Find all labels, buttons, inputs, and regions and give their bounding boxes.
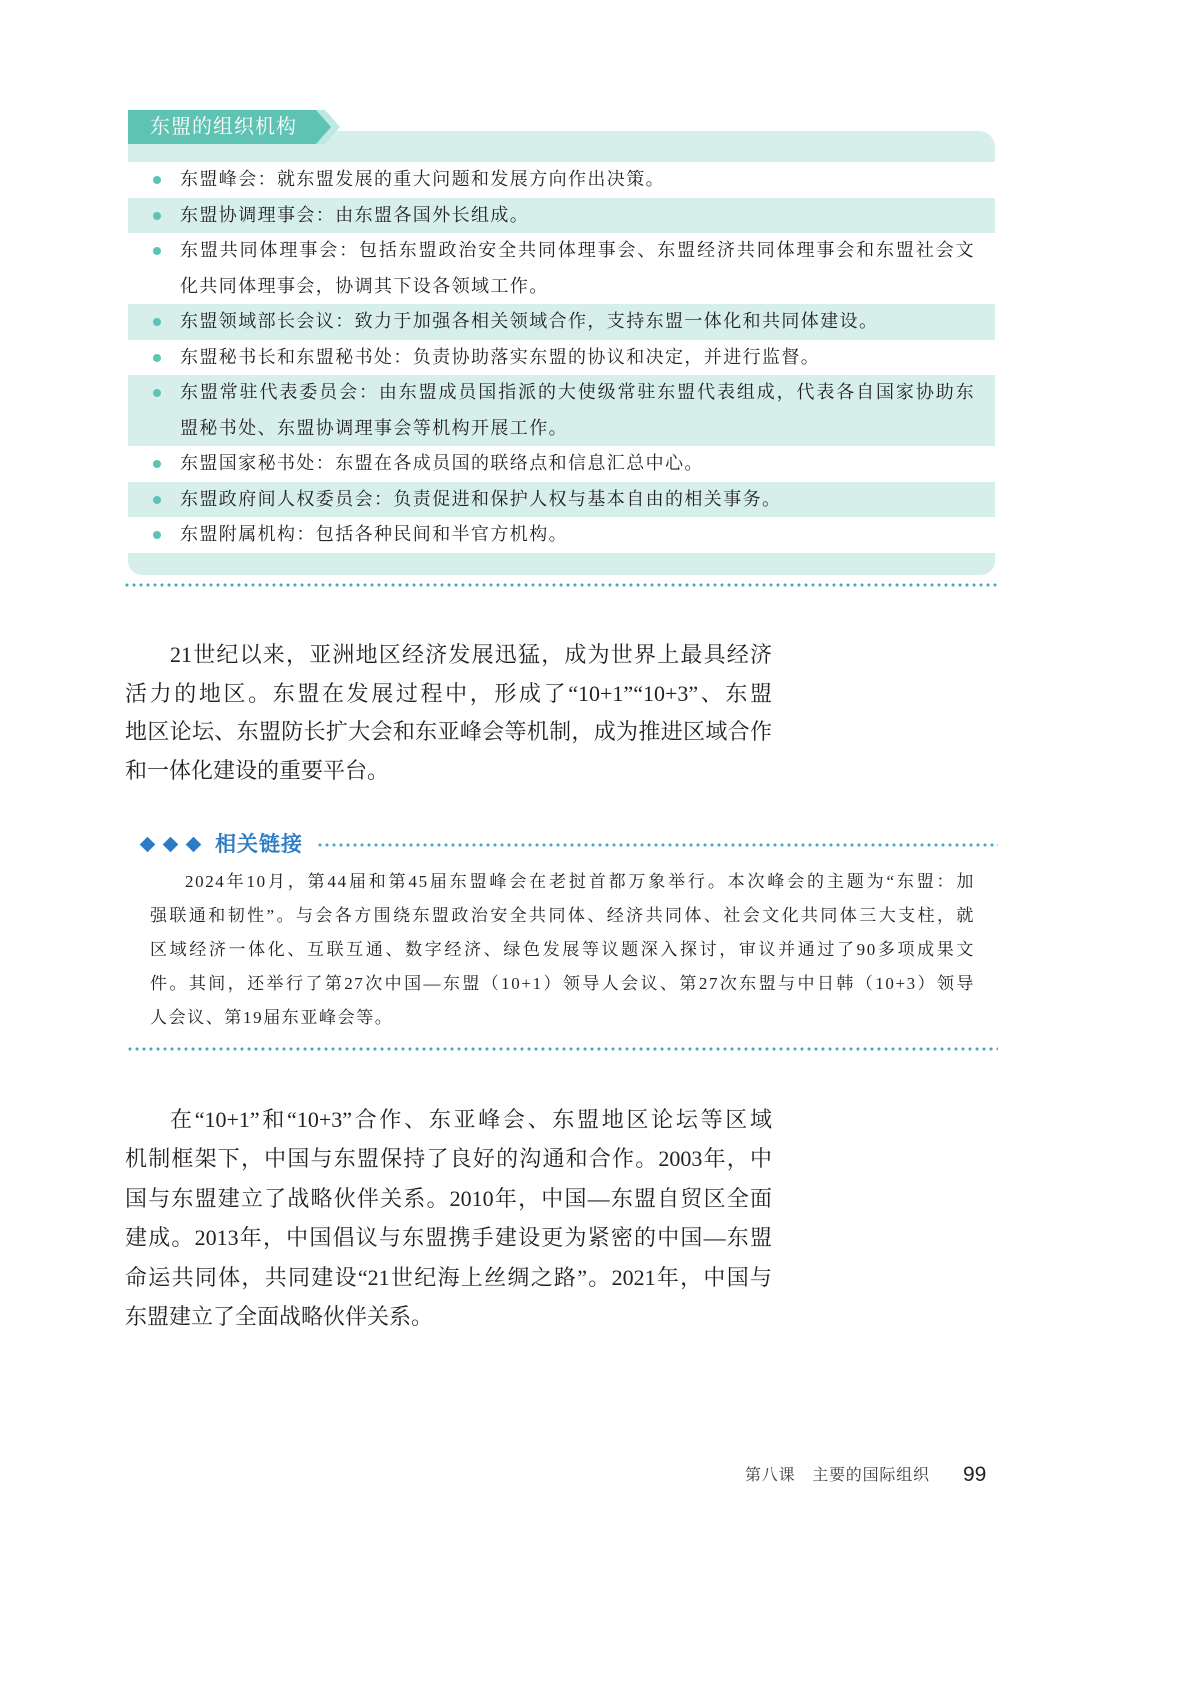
paragraph-line: 东盟建立了全面战略伙伴关系。 <box>125 1304 434 1330</box>
org-item-sectoral-ministerial-bodies <box>128 304 995 340</box>
diamond-icon <box>162 837 178 853</box>
org-item-secretary-general <box>128 340 995 376</box>
paragraph-line: 建成。2013年，中国倡议与东盟携手建设更为紧密的中国—东盟 <box>125 1225 772 1251</box>
org-item-permanent-representatives <box>128 375 995 446</box>
bullet-dot-icon <box>153 389 161 397</box>
org-structure-box <box>128 131 995 575</box>
paragraph-line: 活力的地区。东盟在发展过程中，形成了“10+1”“10+3”、东盟 <box>125 680 772 706</box>
org-item-text: 东盟国家秘书处：东盟在各成员国的联络点和信息汇总中心。 <box>180 453 704 473</box>
paragraph-line: 地区论坛、东盟防长扩大会和东亚峰会等机制，成为推进区域合作 <box>125 719 772 745</box>
org-item-text: 东盟秘书长和东盟秘书处：负责协助落实东盟的协议和决定，并进行监督。 <box>180 346 821 367</box>
bullet-dot-icon <box>153 460 161 468</box>
paragraph-line: 命运共同体，共同建设“21世纪海上丝绸之路”。2021年，中国与 <box>125 1264 772 1290</box>
section-title: 东盟的组织机构 <box>150 116 297 138</box>
dotted-divider <box>128 1047 998 1051</box>
org-item-text: 东盟附属机构：包括各种民间和半官方机构。 <box>180 524 568 544</box>
related-link-title: 相关链接 <box>215 833 303 856</box>
org-item-text: 化共同体理事会，协调其下设各领域工作。 <box>180 275 549 296</box>
related-link-line: 件。其间，还举行了第27次中国—东盟（10+1）领导人会议、第27次东盟与中日韩（10+3）领导 <box>150 974 975 993</box>
body-paragraph-2 <box>125 1100 772 1336</box>
related-link-line: 人会议、第19届东亚峰会等。 <box>150 1008 394 1027</box>
bullet-dot-icon <box>153 318 161 326</box>
paragraph-line: 21世纪以来，亚洲地区经济发展迅猛，成为世界上最具经济 <box>170 642 772 667</box>
org-item-associated-entities <box>128 517 995 553</box>
org-item-text: 盟秘书处、东盟协调理事会等机构开展工作。 <box>180 417 568 438</box>
diamond-icon <box>139 837 155 853</box>
paragraph-line: 国与东盟建立了战略伙伴关系。2010年，中国—东盟自贸区全面 <box>125 1185 772 1211</box>
related-link-line: 2024年10月，第44届和第45届东盟峰会在老挝首都万象举行。本次峰会的主题为“东盟：加 <box>185 872 975 891</box>
org-item-text: 东盟协调理事会：由东盟各国外长组成。 <box>180 204 530 225</box>
bullet-dot-icon <box>153 531 161 539</box>
lesson-title: 第八课 主要的国际组织 <box>745 1467 930 1484</box>
bullet-dot-icon <box>153 212 161 220</box>
org-item-text: 东盟常驻代表委员会：由东盟成员国指派的大使级常驻东盟代表组成，代表各自国家协助东 <box>180 382 975 402</box>
org-item-coordinating-council <box>128 198 995 234</box>
related-link-line: 区域经济一体化、互联互通、数字经济、绿色发展等议题深入探讨，审议并通过了90多项成果文 <box>150 940 975 959</box>
paragraph-line: 和一体化建设的重要平台。 <box>125 758 390 784</box>
bullet-dot-icon <box>153 496 161 504</box>
org-item-summit <box>128 162 995 198</box>
org-item-text: 东盟峰会：就东盟发展的重大问题和发展方向作出决策。 <box>180 169 665 189</box>
paragraph-line: 机制框架下，中国与东盟保持了良好的沟通和合作。2003年，中 <box>125 1146 772 1172</box>
paragraph-line: 在“10+1”和“10+3”合作、东亚峰会、东盟地区论坛等区域 <box>170 1107 772 1132</box>
org-item-human-rights-commission <box>128 482 995 518</box>
related-link-body <box>150 865 975 1035</box>
diamond-icon <box>185 837 201 853</box>
box-footer-band <box>128 553 995 575</box>
dotted-divider <box>318 843 998 847</box>
bullet-dot-icon <box>153 247 161 255</box>
org-item-community-councils <box>128 233 995 304</box>
org-item-text: 东盟领域部长会议：致力于加强各相关领域合作，支持东盟一体化和共同体建设。 <box>180 311 879 331</box>
related-link-line: 强联通和韧性”。与会各方围绕东盟政治安全共同体、经济共同体、社会文化共同体三大支柱，就 <box>150 906 975 925</box>
org-item-text: 东盟政府间人权委员会：负责促进和保护人权与基本自由的相关事务。 <box>180 488 782 509</box>
bullet-dot-icon <box>153 176 161 184</box>
org-item-text: 东盟共同体理事会：包括东盟政治安全共同体理事会、东盟经济共同体理事会和东盟社会文 <box>180 240 975 260</box>
dotted-divider <box>125 583 997 587</box>
page-number: 99 <box>963 1463 987 1486</box>
org-item-national-secretariats <box>128 446 995 482</box>
body-paragraph-1 <box>125 636 772 791</box>
bullet-dot-icon <box>153 354 161 362</box>
